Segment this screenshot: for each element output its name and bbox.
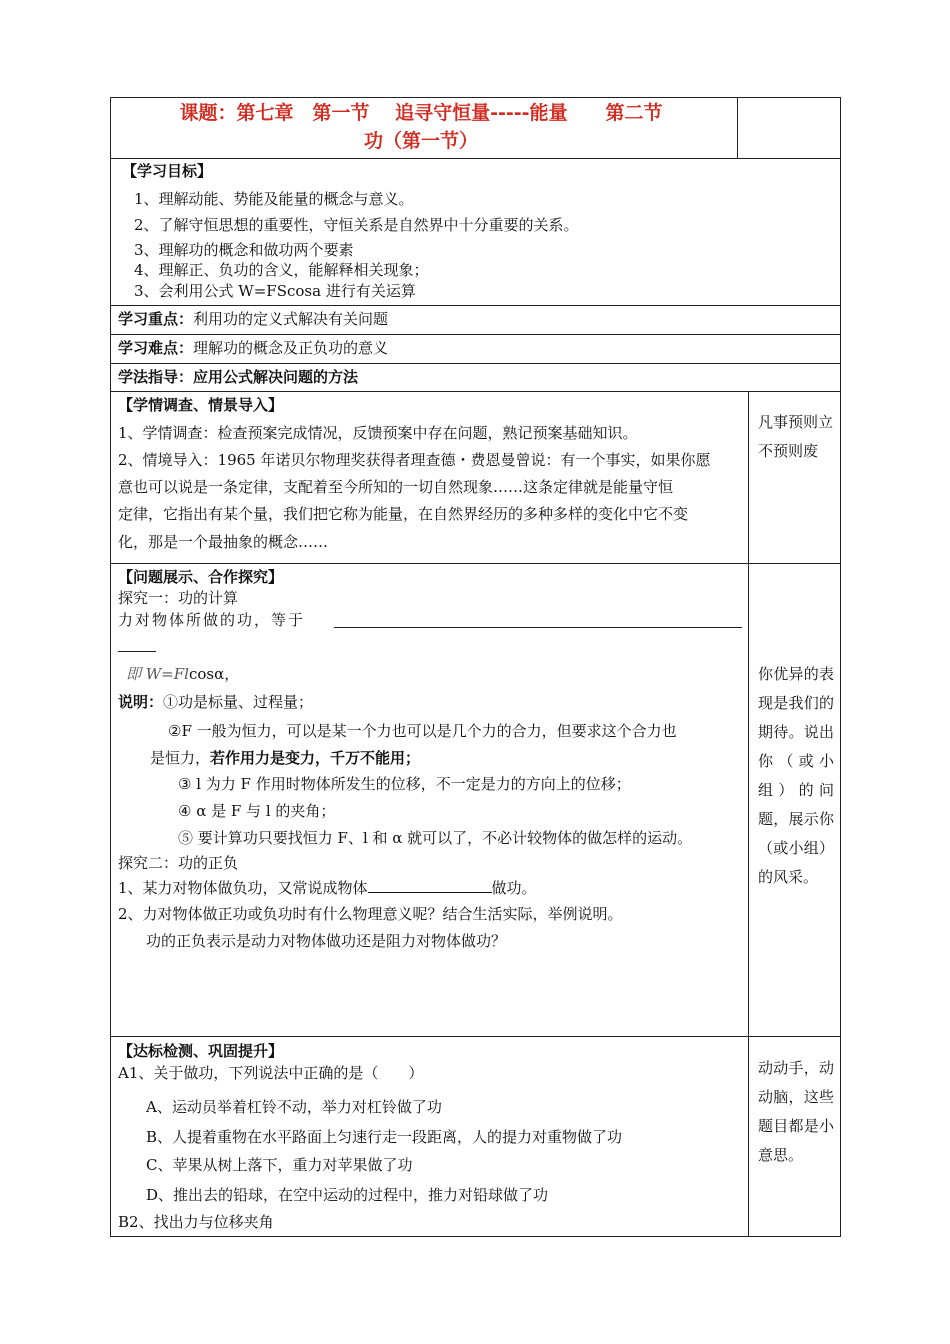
- fill-blank-line-2: [118, 651, 156, 652]
- check-heading: 【达标检测、巩固提升】: [118, 1042, 284, 1060]
- key-point-label: 学习重点：: [118, 310, 194, 328]
- answer-blank[interactable]: [368, 878, 492, 893]
- row-line-7: [110, 1036, 841, 1037]
- check-option: D、推出去的铅球，在空中运动的过程中，推力对铅球做了功: [146, 1186, 549, 1204]
- row-line-1: [110, 158, 841, 159]
- difficulty-text: 理解功的概念及正负功的意义: [193, 339, 389, 357]
- objective-item: 3、理解功的概念和做功两个要素: [134, 241, 354, 259]
- explore-heading: 【问题展示、合作探究】: [118, 568, 284, 586]
- check-option: B、人提着重物在水平路面上匀速行走一段距离，人的提力对重物做了功: [146, 1128, 623, 1146]
- explore-side-note: 你优异的表现是我们的期待。说出你（或小组）的问题，展示你（或小组）的风采。: [758, 665, 834, 886]
- explore-part1-title: 探究一：功的计算: [118, 589, 239, 607]
- row-line-3: [110, 334, 841, 335]
- objective-item: 4、理解正、负功的含义，能解释相关现象；: [134, 261, 429, 279]
- note-item: ④ α 是 F 与 l 的夹角；: [178, 802, 336, 820]
- row-line-5: [110, 391, 841, 392]
- intro-line: 定律，它指出有某个量，我们把它称为能量，在自然界经历的多种多样的变化中它不变: [118, 505, 689, 523]
- explore-part1-line: [118, 610, 305, 630]
- formula-prefix: 即 W=Fl: [126, 665, 189, 683]
- objective-item: 1、理解动能、势能及能量的概念与意义。: [134, 190, 414, 208]
- note-row-2-cont: [150, 748, 420, 768]
- explore-q1: [118, 878, 537, 898]
- q1-suffix: 做功。: [491, 879, 537, 897]
- formula-suffix: cosα，: [188, 665, 240, 683]
- row-line-4: [110, 363, 841, 364]
- note-row-1: [118, 692, 313, 712]
- formula-row: [126, 664, 239, 684]
- intro-line: 1、学情调查：检查预案完成情况，反馈预案中存在问题，熟记预案基础知识。: [118, 424, 638, 442]
- intro-line: 2、情境导入：1965 年诺贝尔物理奖获得者理查德・费恩曼曾说：有一个事实，如果你愿: [118, 451, 711, 469]
- table-border-left: [110, 97, 111, 1237]
- explore-part2-title: 探究二：功的正负: [118, 854, 239, 872]
- key-point-row: [118, 309, 388, 329]
- explore-q3: 功的正负表示是动力对物体做功还是阻力对物体做功？: [146, 932, 507, 950]
- check-option: C、苹果从树上落下，重力对苹果做了功: [146, 1156, 413, 1174]
- check-question-b2: B2、找出力与位移夹角: [118, 1213, 274, 1231]
- intro-side-note: 凡事预则立不预则废: [758, 413, 834, 460]
- note-cont-plain: 是恒力，: [150, 749, 211, 767]
- q1-prefix: 1、某力对物体做负功，又常说成物体: [118, 879, 368, 897]
- explore-q2: 2、力对物体做正功或负功时有什么物理意义呢？结合生活实际，举例说明。: [118, 905, 623, 923]
- objectives-heading: 【学习目标】: [122, 162, 213, 180]
- page-title-line2: 功（第一节）: [363, 130, 478, 152]
- key-point-text: 利用功的定义式解决有关问题: [193, 310, 389, 328]
- row-line-2: [110, 305, 841, 306]
- note-label: 说明：: [118, 693, 164, 711]
- method-row: 学法指导：应用公式解决问题的方法: [118, 368, 359, 386]
- explore-part1-text: 力对物体所做的功，等于: [118, 611, 306, 629]
- difficulty-label: 学习难点：: [118, 339, 194, 357]
- difficulty-row: [118, 338, 388, 358]
- note-cont-bold: 若作用力是变力，千万不能用；: [210, 749, 421, 767]
- row-line-6: [110, 563, 841, 564]
- check-option: A、运动员举着杠铃不动，举力对杠铃做了功: [146, 1098, 442, 1116]
- objective-item: 2、了解守恒思想的重要性，守恒关系是自然界中十分重要的关系。: [134, 216, 579, 234]
- page-title-line1: 课题：第七章 第一节 追寻守恒量-----能量 第二节: [179, 102, 663, 124]
- intro-line: 意也可以说是一条定律，支配着至今所知的一切自然现象……这条定律就是能量守恒: [118, 478, 674, 496]
- header-divider: [737, 97, 738, 158]
- note-item: ⑤ 要计算功只要找恒力 F、l 和 α 就可以了，不必计较物体的做怎样的运动。: [178, 829, 693, 847]
- intro-line: 化，那是一个最抽象的概念……: [118, 533, 329, 551]
- objective-item: 3、会利用公式 W=FScosa 进行有关运算: [134, 282, 416, 300]
- side-column-divider: [748, 391, 749, 1237]
- note-item: ③ l 为力 F 作用时物体所发生的位移，不一定是力的方向上的位移；: [178, 775, 631, 793]
- intro-heading: 【学情调查、情景导入】: [118, 396, 284, 414]
- table-border-top: [110, 97, 841, 98]
- table-border-bottom: [110, 1236, 841, 1237]
- fill-blank-line: [334, 627, 742, 628]
- note-item: ①功是标量、过程量；: [163, 693, 314, 711]
- table-border-right: [840, 97, 841, 1237]
- note-item: ②F 一般为恒力，可以是某一个力也可以是几个力的合力，但要求这个合力也: [168, 722, 677, 740]
- check-side-note: 动动手，动动脑，这些题目都是小意思。: [758, 1059, 834, 1164]
- check-question-a1: A1、关于做功，下列说法中正确的是（ ）: [118, 1064, 424, 1082]
